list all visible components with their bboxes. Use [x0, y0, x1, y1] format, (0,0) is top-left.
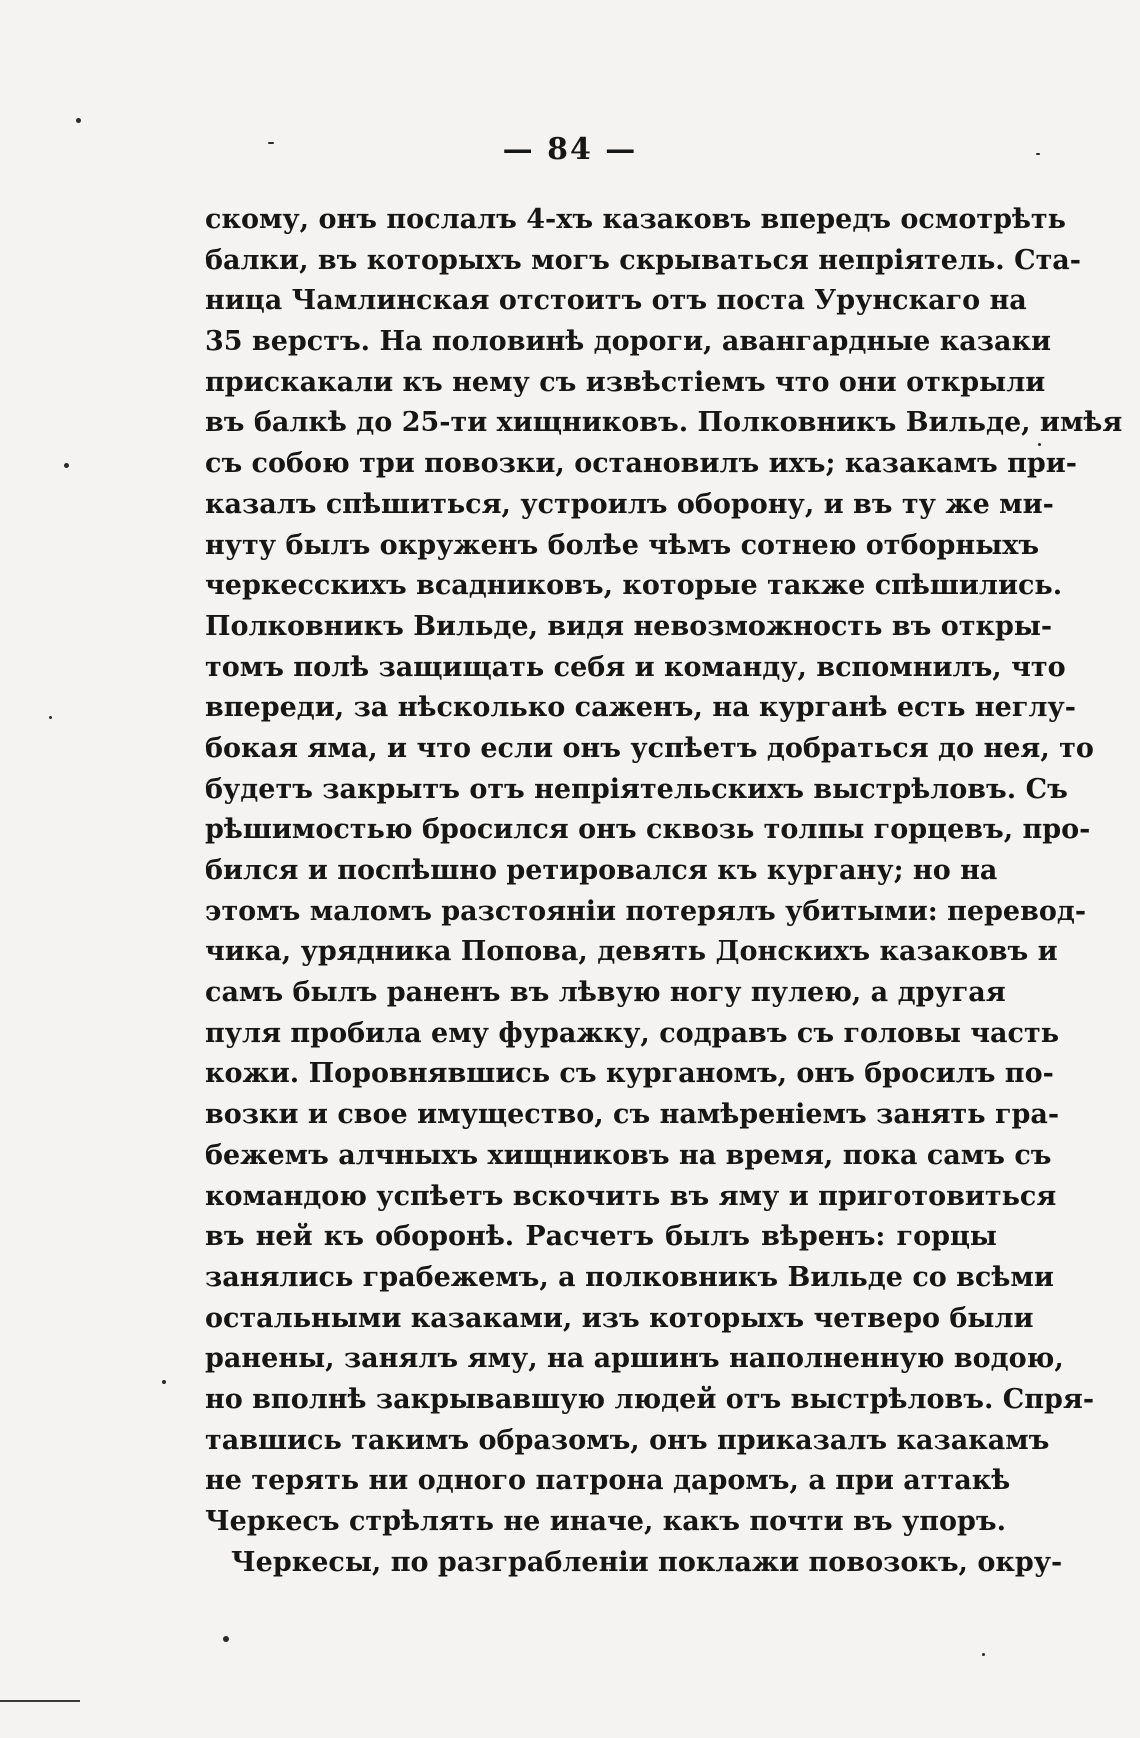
- text-line: томъ полѣ защищать себя и команду, вспомнилъ, что: [205, 651, 1066, 683]
- text-line: Полковникъ Вильде, видя невозможность въ откры-: [205, 610, 1053, 642]
- text-line: впереди, за нѣсколько саженъ, на курганѣ есть неглу-: [205, 692, 1076, 724]
- text-line: остальными казаками, изъ которыхъ четверо были: [205, 1302, 1034, 1334]
- scan-speck: [1038, 443, 1041, 446]
- scan-edge-mark: [0, 1700, 80, 1702]
- scan-speck: [1036, 153, 1040, 155]
- text-line: кожи. Поровнявшись съ курганомъ, онъ бросилъ по-: [205, 1058, 1054, 1090]
- text-line: Черкесы, по разграбленіи поклажи повозокъ, окру-: [231, 1546, 1063, 1578]
- text-line: ранены, занялъ яму, на аршинъ наполненную водою,: [205, 1343, 1064, 1375]
- page-number: — 84 —: [502, 132, 638, 167]
- text-line: будетъ закрытъ отъ непріятельскихъ выстрѣловъ. Съ: [205, 773, 1068, 805]
- text-line: 35 верстъ. На половинѣ дороги, авангардные казаки: [205, 326, 1051, 358]
- text-line: черкесскихъ всадниковъ, которые также спѣшились.: [205, 570, 1063, 602]
- text-line: этомъ маломъ разстояніи потерялъ убитыми: перевод-: [205, 895, 1087, 927]
- scan-speck: [76, 118, 81, 123]
- text-line: въ ней къ оборонѣ. Расчетъ былъ вѣренъ: горцы: [205, 1221, 997, 1253]
- text-line: занялись грабежемъ, а полковникъ Вильде со всѣми: [205, 1261, 1054, 1293]
- text-line: скому, онъ послалъ 4-хъ казаковъ впередъ осмотрѣть: [205, 204, 1066, 235]
- scan-speck: [223, 1636, 229, 1642]
- text-line: но вполнѣ закрывавшую людей отъ выстрѣловъ. Спря-: [205, 1383, 1095, 1415]
- text-line: балки, въ которыхъ могъ скрываться непріятель. Ста-: [205, 244, 1082, 276]
- text-line: ница Чамлинская отстоитъ отъ поста Урунскаго на: [205, 285, 1027, 317]
- text-line: чика, урядника Попова, девять Донскихъ казаковъ и: [205, 936, 1058, 968]
- text-line: пуля пробила ему фуражку, содравъ съ головы часть: [205, 1017, 1060, 1049]
- text-line: прискакали къ нему съ извѣстіемъ что они открыли: [205, 366, 1046, 398]
- text-line: тавшись такимъ образомъ, онъ приказалъ казакамъ: [205, 1424, 1050, 1456]
- text-line: бился и поспѣшно ретировался къ кургану; но на: [205, 855, 998, 886]
- scan-speck: [982, 1653, 985, 1656]
- text-line: командою успѣетъ вскочить въ яму и приготовиться: [205, 1180, 1057, 1212]
- text-line: съ собою три повозки, остановилъ ихъ; казакамъ при-: [205, 448, 1077, 480]
- scan-speck: [162, 1380, 166, 1384]
- scan-speck: [49, 716, 52, 719]
- text-line: въ балкѣ до 25-ти хищниковъ. Полковникъ Вильде, имѣя: [205, 407, 1123, 439]
- text-line: рѣшимостью бросился онъ сквозь толпы горцевъ, про-: [205, 814, 1091, 846]
- text-line: нуту былъ окруженъ болѣе чѣмъ сотнею отборныхъ: [205, 529, 1040, 561]
- text-line: Черкесъ стрѣлять не иначе, какъ почти въ упоръ.: [205, 1506, 1006, 1537]
- text-line: самъ былъ раненъ въ лѣвую ногу пулею, а другая: [205, 977, 1006, 1009]
- text-line: не терять ни одного патрона даромъ, а при аттакѣ: [205, 1465, 1011, 1497]
- text-line: бокая яма, и что если онъ успѣетъ добраться до нея, то: [205, 732, 1094, 764]
- scan-speck: [268, 142, 274, 144]
- text-line: казалъ спѣшиться, устроилъ оборону, и въ ту же ми-: [205, 488, 1054, 520]
- text-line: возки и свое имущество, съ намѣреніемъ занять гра-: [205, 1099, 1060, 1131]
- body-text: [205, 200, 1123, 1583]
- text-line: бежемъ алчныхъ хищниковъ на время, пока самъ съ: [205, 1139, 1052, 1171]
- scan-speck: [64, 463, 69, 468]
